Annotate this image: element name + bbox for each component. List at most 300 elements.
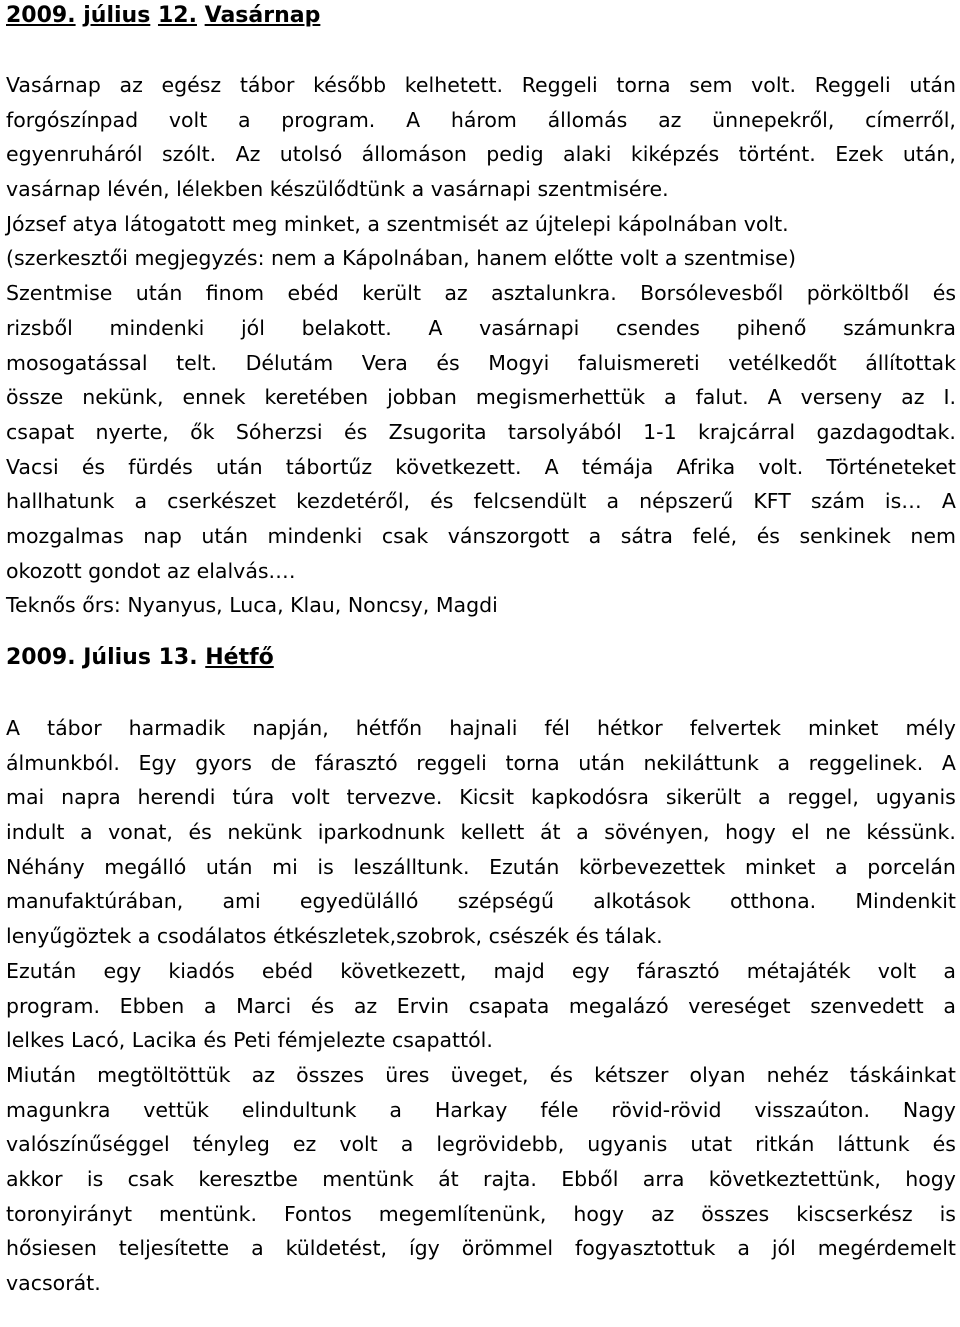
section-heading-monday <box>6 641 956 675</box>
word: Néhány <box>6 854 85 879</box>
word: a <box>943 993 956 1018</box>
word: valószínűséggel <box>6 1132 170 1157</box>
word: keresztbe <box>198 1166 298 1191</box>
word: vetélkedőt <box>728 350 837 375</box>
word: az <box>901 385 925 410</box>
word: visszaúton. <box>754 1097 870 1122</box>
word: állítottak <box>865 350 956 375</box>
word: volt <box>339 1132 378 1157</box>
word: és <box>430 489 454 514</box>
word: belakott. <box>301 315 392 340</box>
word: álmunkból. <box>6 750 120 775</box>
text-line: lelkes Lacó, Lacika és Peti fémjelezte csapattól. <box>6 1028 493 1053</box>
word: fárasztó <box>636 958 720 983</box>
document-page <box>6 0 956 1301</box>
word: három <box>450 107 517 132</box>
word: egy <box>103 958 142 983</box>
word: kétszer <box>594 1062 669 1087</box>
word: Mogyi <box>488 350 550 375</box>
word: is <box>86 1166 104 1191</box>
text-line: vasárnap lévén, lélekben készülődtünk a vasárnapi szentmisére. <box>6 177 669 202</box>
heading-date: 2009. Július 13. <box>6 645 198 670</box>
word: vereséget <box>688 993 791 1018</box>
word: a <box>835 854 848 879</box>
text-line: vacsorát. <box>6 1271 101 1295</box>
word: A <box>941 489 956 514</box>
word: A <box>428 315 443 340</box>
word: és <box>932 1132 956 1157</box>
word: hogy <box>725 820 776 845</box>
word: pedig <box>486 142 544 167</box>
text-line <box>6 989 956 1024</box>
word: és <box>81 454 106 479</box>
word: nyerte, <box>95 419 169 444</box>
word: reggel, <box>787 785 859 810</box>
word: a <box>758 785 771 810</box>
text-line: József atya látogatott meg minket, a szentmisét az újtelepi kápolnában volt. <box>6 211 789 236</box>
word: Fontos <box>283 1201 352 1226</box>
text-line <box>6 311 956 346</box>
word: asztalunkra. <box>491 281 617 306</box>
word: A <box>544 454 559 479</box>
word: megemlítenünk, <box>378 1201 547 1226</box>
word: után <box>578 750 625 775</box>
word: Mindenkit <box>855 889 956 914</box>
word: került <box>362 281 421 306</box>
word: a <box>777 750 791 775</box>
word: kiképzés <box>630 142 720 167</box>
word: felé, <box>692 523 738 548</box>
word: kapkodósra <box>530 785 649 810</box>
text-line <box>6 780 956 815</box>
text-line <box>6 1231 956 1266</box>
word: 1-1 <box>643 419 677 444</box>
text-line <box>6 1058 956 1093</box>
word: vettük <box>143 1097 209 1122</box>
word: ez <box>292 1132 317 1157</box>
word: Reggeli <box>521 73 598 97</box>
word: el <box>791 820 810 845</box>
word: kiscserkész <box>796 1201 913 1226</box>
word: az <box>119 73 143 97</box>
word: otthona. <box>729 889 817 914</box>
word: az <box>251 1062 275 1087</box>
word: fogyasztottuk <box>574 1236 716 1261</box>
word: állomáson <box>361 142 467 167</box>
word: át <box>438 1166 459 1191</box>
word: verseny <box>800 385 883 410</box>
word: falut. <box>695 385 749 410</box>
word: következett, <box>340 958 467 983</box>
word: táskáinkat <box>849 1062 956 1087</box>
word: A <box>941 750 956 775</box>
word: összes <box>296 1062 365 1087</box>
spacer <box>6 32 956 68</box>
word: porcelán <box>867 854 956 879</box>
word: utat <box>690 1132 733 1157</box>
word: kellett <box>460 820 525 845</box>
word: címerről, <box>865 107 956 132</box>
word: Afrika <box>676 454 736 479</box>
word: volt. <box>751 73 797 97</box>
word: métajáték <box>746 958 851 983</box>
word: a <box>943 958 956 983</box>
text-line <box>6 415 956 450</box>
word: minket <box>807 716 879 740</box>
word: alaki <box>563 142 612 167</box>
word: a <box>400 1132 414 1157</box>
word: sátra <box>620 523 673 548</box>
word: mély <box>905 716 956 740</box>
word: hogy <box>573 1201 625 1226</box>
word: Történeteket <box>826 454 956 479</box>
word: Vacsi <box>6 454 59 479</box>
word: is <box>317 854 334 879</box>
word: felvertek <box>689 716 781 740</box>
word: következtettünk, <box>708 1166 881 1191</box>
text-line <box>6 276 956 311</box>
word: egyenruháról <box>6 142 143 167</box>
word: Szentmise <box>6 281 113 306</box>
word: mentünk <box>322 1166 414 1191</box>
word: Harkay <box>434 1097 508 1122</box>
word: telt. <box>176 350 217 375</box>
word: torna <box>505 750 560 775</box>
word: csak <box>381 523 429 548</box>
word: a <box>389 1097 402 1122</box>
word: a <box>737 1236 750 1261</box>
word: mi <box>272 854 298 879</box>
word: Egy <box>138 750 177 775</box>
word: kezdetéről, <box>296 489 411 514</box>
heading-day-part2: 12. <box>157 3 197 28</box>
text-line <box>6 103 956 138</box>
text-line <box>6 1197 956 1232</box>
word: hajnali <box>449 716 518 740</box>
word: Zsugorita <box>388 419 487 444</box>
word: vasárnapi <box>479 315 580 340</box>
word: is <box>939 1201 956 1226</box>
word: egész <box>161 73 222 97</box>
word: után <box>135 281 183 306</box>
word: össze <box>6 385 64 410</box>
text-line: lenyűgöztek a csodálatos étkészletek,szobrok, csészék és tálak. <box>6 924 663 949</box>
word: ugyanis <box>875 785 956 810</box>
word: küldetést, <box>285 1236 388 1261</box>
word: gyors <box>195 750 252 775</box>
word: mindenki <box>267 523 363 548</box>
text-line <box>6 484 956 519</box>
word: Vasárnap <box>6 73 101 97</box>
word: át <box>539 820 561 845</box>
word: Ebben <box>119 993 185 1018</box>
heading-date: 2009. <box>6 3 76 28</box>
word: KFT <box>753 489 791 514</box>
word: után <box>909 73 956 97</box>
word: akkor <box>6 1166 63 1191</box>
word: herendi <box>137 785 216 810</box>
text-line <box>6 137 956 172</box>
word: és <box>310 993 335 1018</box>
word: ebéd <box>287 281 339 306</box>
word: vánszorgott <box>447 523 570 548</box>
word: Miután <box>6 1062 76 1087</box>
word: ami <box>222 889 261 914</box>
word: és <box>932 281 956 306</box>
word: tarsolyából <box>507 419 622 444</box>
text-line <box>6 815 956 850</box>
word: volt <box>291 785 330 810</box>
text-line <box>6 746 956 781</box>
word: a <box>238 107 251 132</box>
word: után, <box>902 142 956 167</box>
word: láttunk <box>837 1132 910 1157</box>
word: finom <box>205 281 265 306</box>
text-line <box>6 1162 956 1197</box>
word: jól <box>771 1236 796 1261</box>
word: szenvedett <box>810 993 924 1018</box>
text-line <box>6 1093 956 1128</box>
word: ebéd <box>261 958 314 983</box>
word: Ezek <box>835 142 884 167</box>
word: késsünk. <box>866 820 956 845</box>
word: hogy <box>905 1166 956 1191</box>
word: Kicsit <box>459 785 515 810</box>
text-line <box>6 1127 956 1162</box>
word: nap <box>143 523 182 548</box>
word: és <box>188 820 212 845</box>
word: tábortűz <box>285 454 373 479</box>
word: sövényen, <box>604 820 710 845</box>
word: manufaktúrában, <box>6 889 184 914</box>
word: fürdés <box>128 454 193 479</box>
word: Ezután <box>6 958 77 983</box>
text-line <box>6 519 956 554</box>
word: senkinek <box>799 523 891 548</box>
word: mai <box>6 785 45 810</box>
word: torna <box>616 73 671 97</box>
text-line: okozott gondot az elalvás.… <box>6 558 296 583</box>
word: így <box>408 1236 440 1261</box>
word: ugyanis <box>587 1132 668 1157</box>
word: és <box>756 523 780 548</box>
word: A <box>6 716 21 740</box>
word: megtöltöttük <box>97 1062 231 1087</box>
word: és <box>436 350 460 375</box>
word: rövid-rövid <box>611 1097 722 1122</box>
spacer <box>6 675 956 711</box>
word: krajcárral <box>697 419 796 444</box>
word: Az <box>235 142 261 167</box>
text-line <box>6 884 956 919</box>
word: körbevezettek <box>578 854 726 879</box>
word: volt <box>877 958 917 983</box>
word: sem <box>689 73 733 97</box>
word: üveget, <box>450 1062 529 1087</box>
word: következett. <box>395 454 522 479</box>
word: megálló <box>104 854 187 879</box>
word: a <box>134 489 148 514</box>
word: volt. <box>758 454 804 479</box>
word: Ezután <box>489 854 560 879</box>
word: sikerült <box>665 785 742 810</box>
word: és <box>549 1062 573 1087</box>
heading-day-part1: július <box>83 3 151 28</box>
word: és <box>343 419 368 444</box>
word: napján, <box>252 716 329 740</box>
word: olyan <box>689 1062 746 1087</box>
word: arra <box>642 1166 685 1191</box>
word: Borsólevesből <box>640 281 784 306</box>
word: szólt. <box>161 142 217 167</box>
text-line <box>6 711 956 746</box>
word: a <box>664 385 677 410</box>
word: összes <box>701 1201 770 1226</box>
word: témája <box>581 454 654 479</box>
word: Reggeli <box>814 73 891 97</box>
word: hallhatunk <box>6 489 115 514</box>
word: volt <box>168 107 208 132</box>
word: egyedülálló <box>299 889 419 914</box>
word: felcsendült <box>473 489 587 514</box>
text-line: Teknős őrs: Nyanyus, Luca, Klau, Noncsy, Magdi <box>6 593 498 618</box>
word: Ervin <box>396 993 449 1018</box>
word: Ebből <box>561 1166 619 1191</box>
word: rizsből <box>6 315 73 340</box>
word: Sóherzsi <box>235 419 323 444</box>
word: egy <box>571 958 610 983</box>
word: mentünk. <box>159 1201 258 1226</box>
word: a <box>576 820 589 845</box>
word: a <box>251 1236 264 1261</box>
word: megismerhettük <box>475 385 646 410</box>
heading-weekday: Vasárnap <box>204 3 321 28</box>
word: indult <box>6 820 65 845</box>
word: elindultunk <box>241 1097 357 1122</box>
section-body-monday <box>6 711 956 1301</box>
word: után <box>201 523 248 548</box>
word: történt. <box>738 142 816 167</box>
word: hétkor <box>596 716 663 740</box>
word: nehéz <box>766 1062 829 1087</box>
section-body-sunday <box>6 68 956 623</box>
word: program. <box>6 993 101 1018</box>
word: teljesítette <box>118 1236 230 1261</box>
word: vonat, <box>108 820 173 845</box>
word: féle <box>540 1097 579 1122</box>
word: gazdagodtak. <box>816 419 956 444</box>
word: cserkészet <box>167 489 276 514</box>
word: fél <box>544 716 570 740</box>
section-heading-sunday <box>6 0 956 32</box>
word: mosogatással <box>6 350 148 375</box>
word: alkotások <box>593 889 691 914</box>
word: A <box>406 107 421 132</box>
word: hétfőn <box>355 716 423 740</box>
word: utolsó <box>279 142 343 167</box>
word: ne <box>825 820 851 845</box>
text-line <box>6 954 956 989</box>
text-line <box>6 380 956 415</box>
word: nekiláttunk <box>643 750 759 775</box>
word: iparkodnunk <box>317 820 445 845</box>
word: kelhetett. <box>404 73 504 97</box>
word: a <box>606 489 620 514</box>
text-line <box>6 68 956 103</box>
word: harmadik <box>128 716 226 740</box>
word: csak <box>127 1166 175 1191</box>
word: csapat <box>6 419 75 444</box>
word: toronyirányt <box>6 1201 133 1226</box>
word: forgószínpad <box>6 107 139 132</box>
word: csapata <box>468 993 550 1018</box>
word: fárasztó <box>314 750 398 775</box>
word: mindenki <box>109 315 205 340</box>
word: A <box>767 385 782 410</box>
word: nekünk <box>227 820 303 845</box>
word: az <box>650 1201 675 1226</box>
word: mozgalmas <box>6 523 124 548</box>
word: megérdemelt <box>817 1236 956 1261</box>
word: I. <box>943 385 956 410</box>
word: reggelinek. <box>808 750 924 775</box>
word: is… <box>884 489 922 514</box>
word: a <box>203 993 217 1018</box>
word: nekünk, <box>82 385 164 410</box>
word: keretében <box>264 385 369 410</box>
heading-weekday: Hétfő <box>205 645 274 670</box>
word: hősiesen <box>6 1236 97 1261</box>
text-line: (szerkesztői megjegyzés: nem a Kápolnában, hanem előtte volt a szentmise) <box>6 246 796 271</box>
word: ők <box>190 419 215 444</box>
word: megalázó <box>568 993 669 1018</box>
word: legrövidebb, <box>436 1132 565 1157</box>
word: Marci <box>236 993 292 1018</box>
word: rajta. <box>483 1166 537 1191</box>
word: ritkán <box>755 1132 815 1157</box>
word: tábor <box>47 716 102 740</box>
text-line <box>6 346 956 381</box>
word: állomás <box>547 107 628 132</box>
word: ennek <box>182 385 246 410</box>
word: szám <box>810 489 865 514</box>
word: az <box>444 281 468 306</box>
word: a <box>588 523 602 548</box>
word: csendes <box>616 315 700 340</box>
word: az <box>353 993 378 1018</box>
word: nem <box>910 523 956 548</box>
word: kiadós <box>168 958 235 983</box>
word: után <box>216 454 263 479</box>
word: az <box>658 107 682 132</box>
word: tábor <box>239 73 295 97</box>
word: magunkra <box>6 1097 111 1122</box>
word: Délutám <box>245 350 334 375</box>
word: jobban <box>387 385 457 410</box>
word: tervezve. <box>346 785 443 810</box>
word: faluismereti <box>577 350 700 375</box>
word: később <box>313 73 387 97</box>
word: pihenő <box>736 315 807 340</box>
word: pörköltből <box>806 281 910 306</box>
text-line <box>6 450 956 485</box>
word: üres <box>385 1062 430 1087</box>
word: minket <box>745 854 816 879</box>
word: számunkra <box>843 315 956 340</box>
word: ünnepekről, <box>712 107 835 132</box>
word: de <box>270 750 297 775</box>
word: után <box>205 854 253 879</box>
